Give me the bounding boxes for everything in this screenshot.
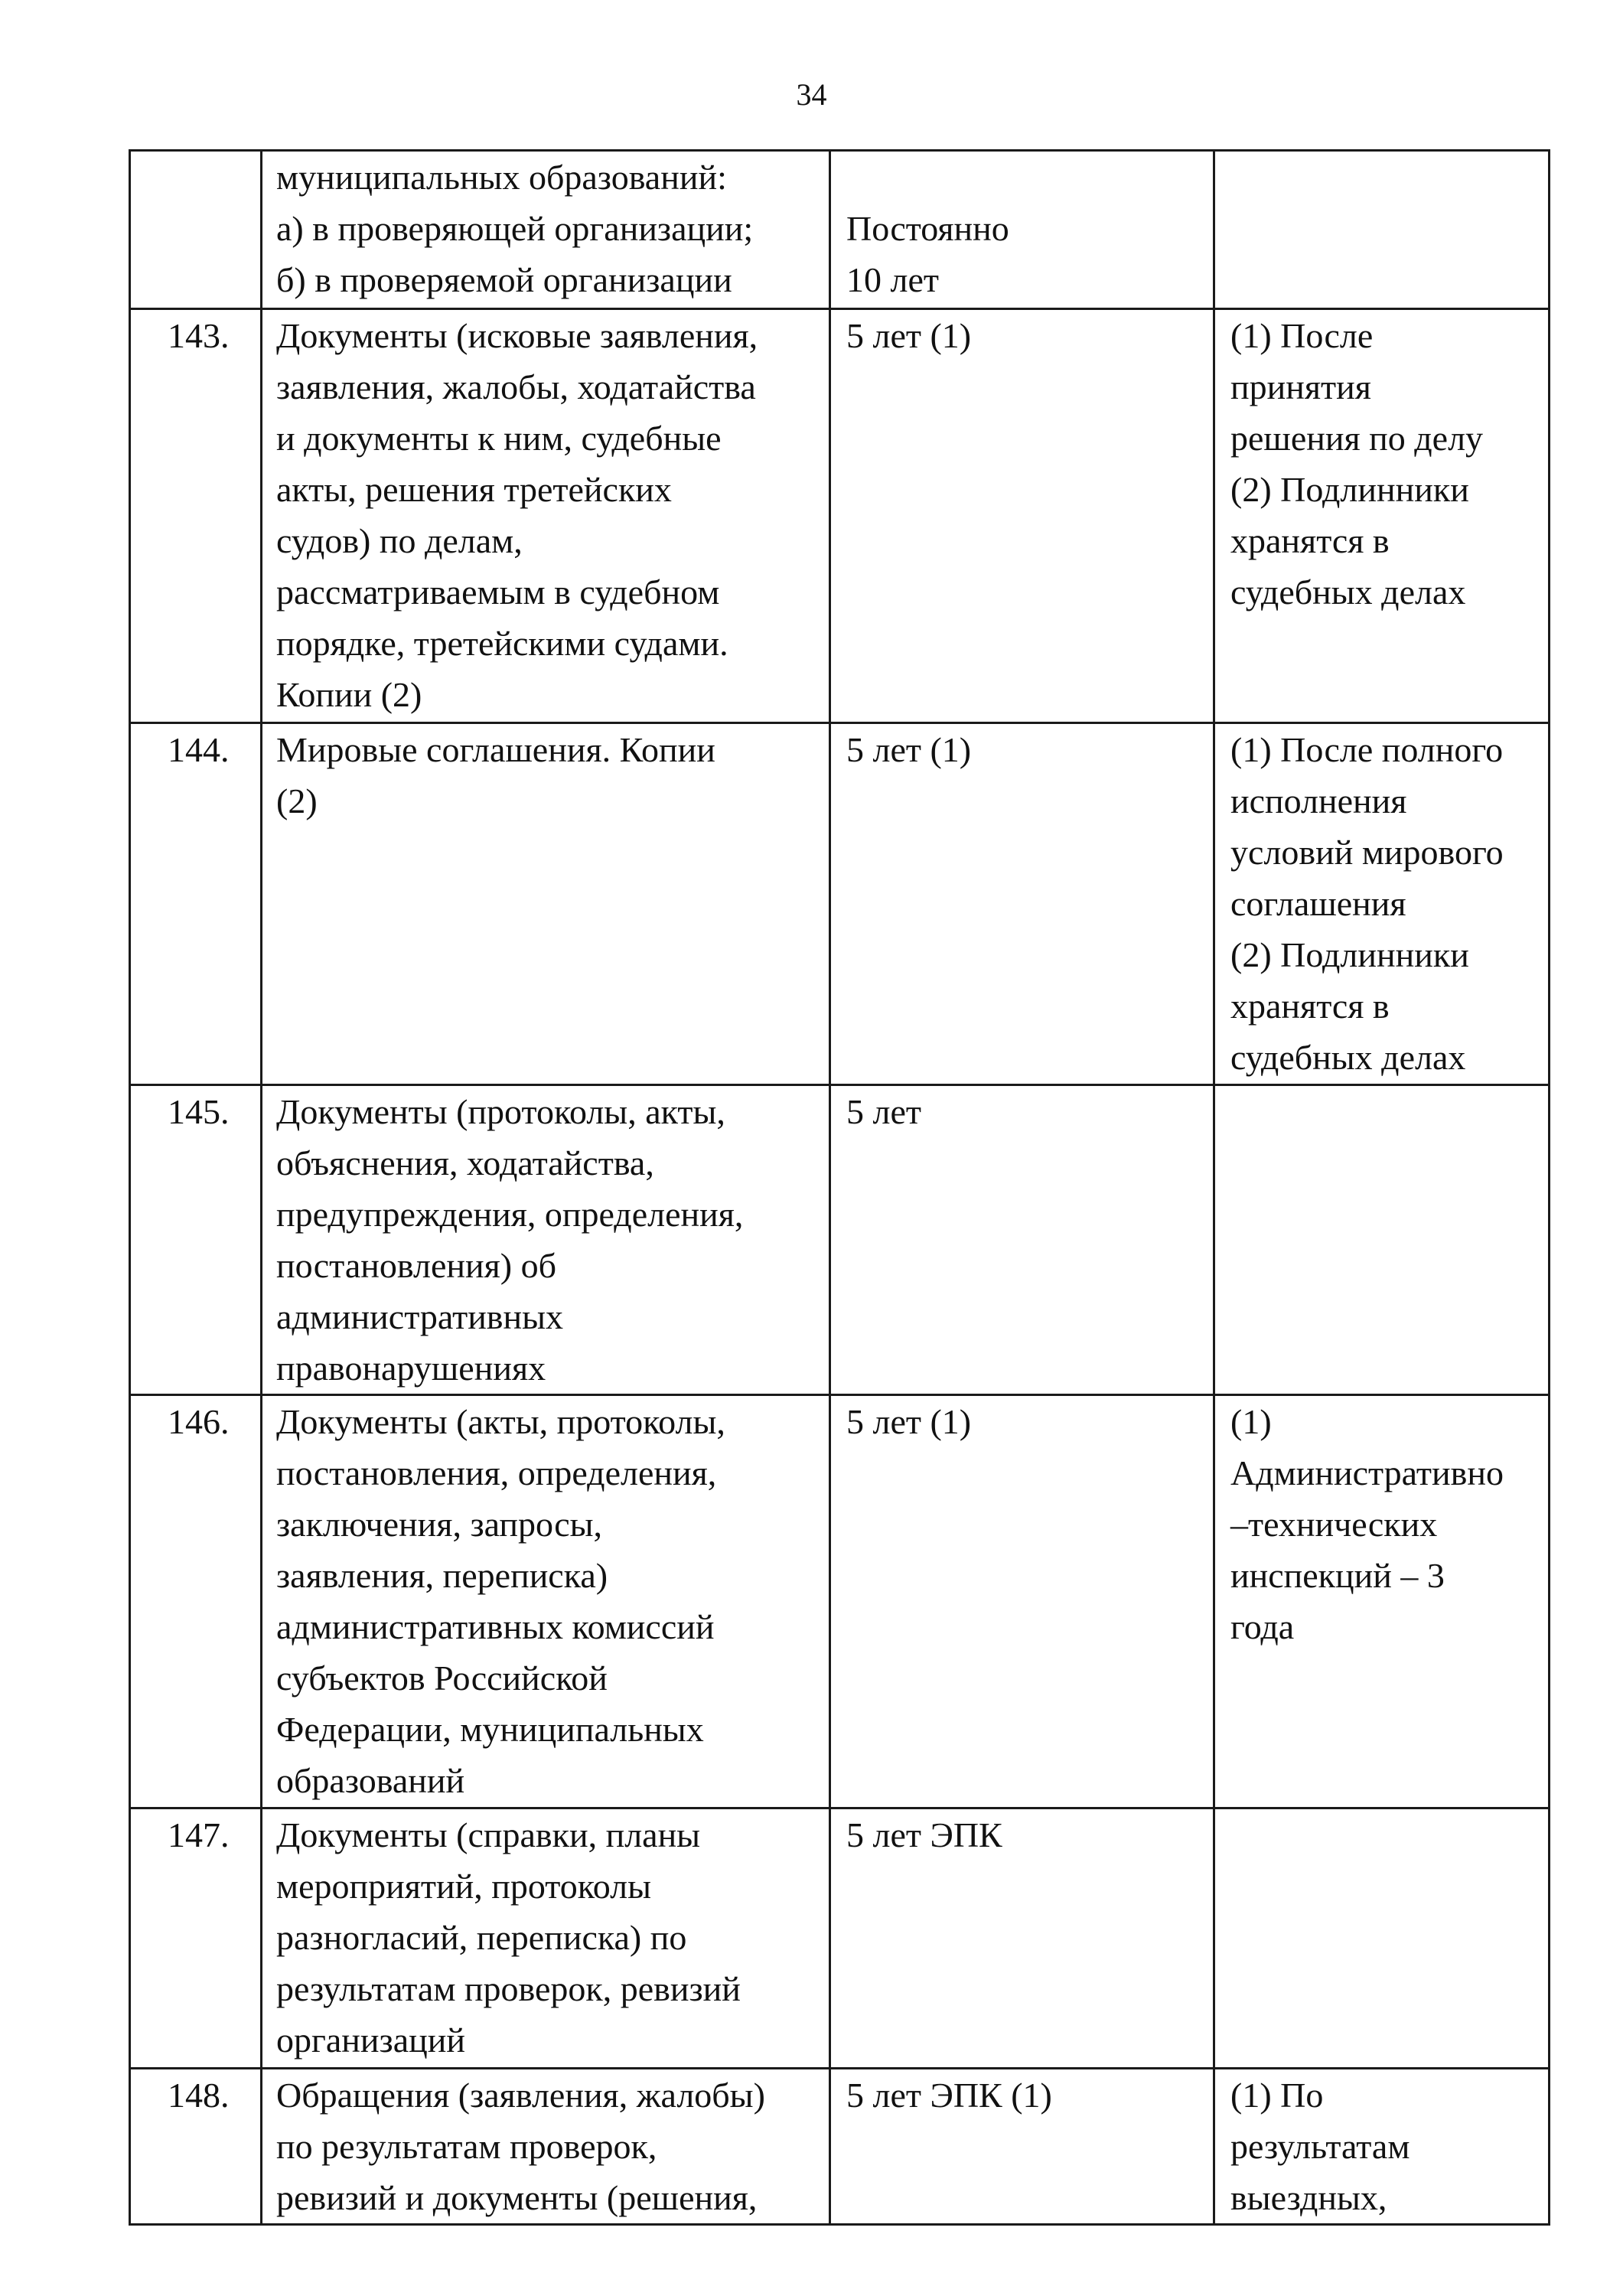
table-row — [130, 723, 1550, 1085]
table-row — [130, 1395, 1550, 1808]
row-retention-term: 5 лет ЭПК (1) — [830, 2069, 1214, 2225]
row-number: 145. — [130, 1085, 262, 1395]
row-description: Документы (акты, протоколы, постановления, определения, заключения, запросы, заявления, переписка) административных комиссий субъектов Российской Федерации, муниципальных образований — [262, 1395, 830, 1808]
row-description: Документы (справки, планы мероприятий, протоколы разногласий, переписка) по результатам проверок, ревизий организаций — [262, 1808, 830, 2069]
row-retention-term: 5 лет ЭПК — [830, 1808, 1214, 2069]
row-description: муниципальных образований: а) в проверяющей организации; б) в проверяемой организации — [262, 151, 830, 309]
row-number: 143. — [130, 309, 262, 723]
row-note — [1214, 151, 1550, 309]
row-retention-term: 5 лет — [830, 1085, 1214, 1395]
table-row — [130, 309, 1550, 723]
records-retention-table — [129, 149, 1550, 2226]
row-description: Обращения (заявления, жалобы) по результатам проверок, ревизий и документы (решения, — [262, 2069, 830, 2225]
row-description: Документы (исковые заявления, заявления, жалобы, ходатайства и документы к ним, судебные акты, решения третейских судов) по делам, рассматриваемым в судебном порядке, третейскими судами. Копии (2) — [262, 309, 830, 723]
row-note: (1) Административно –технических инспекций – 3 года — [1214, 1395, 1550, 1808]
row-retention-term: Постоянно 10 лет — [830, 151, 1214, 309]
row-number: 144. — [130, 723, 262, 1085]
row-retention-term: 5 лет (1) — [830, 1395, 1214, 1808]
row-note — [1214, 1085, 1550, 1395]
table-row — [130, 151, 1550, 309]
row-note — [1214, 1808, 1550, 2069]
row-description: Мировые соглашения. Копии (2) — [262, 723, 830, 1085]
table-row — [130, 1085, 1550, 1395]
row-note: (1) После принятия решения по делу (2) Подлинники хранятся в судебных делах — [1214, 309, 1550, 723]
row-number — [130, 151, 262, 309]
row-note: (1) После полного исполнения условий мирового соглашения (2) Подлинники хранятся в судебных делах — [1214, 723, 1550, 1085]
row-number: 146. — [130, 1395, 262, 1808]
row-note: (1) По результатам выездных, — [1214, 2069, 1550, 2225]
row-retention-term: 5 лет (1) — [830, 723, 1214, 1085]
row-number: 148. — [130, 2069, 262, 2225]
table-row — [130, 2069, 1550, 2225]
page-number: 34 — [796, 77, 827, 112]
row-retention-term: 5 лет (1) — [830, 309, 1214, 723]
row-number: 147. — [130, 1808, 262, 2069]
table-row — [130, 1808, 1550, 2069]
row-description: Документы (протоколы, акты, объяснения, ходатайства, предупреждения, определения, постановления) об административных правонарушениях — [262, 1085, 830, 1395]
